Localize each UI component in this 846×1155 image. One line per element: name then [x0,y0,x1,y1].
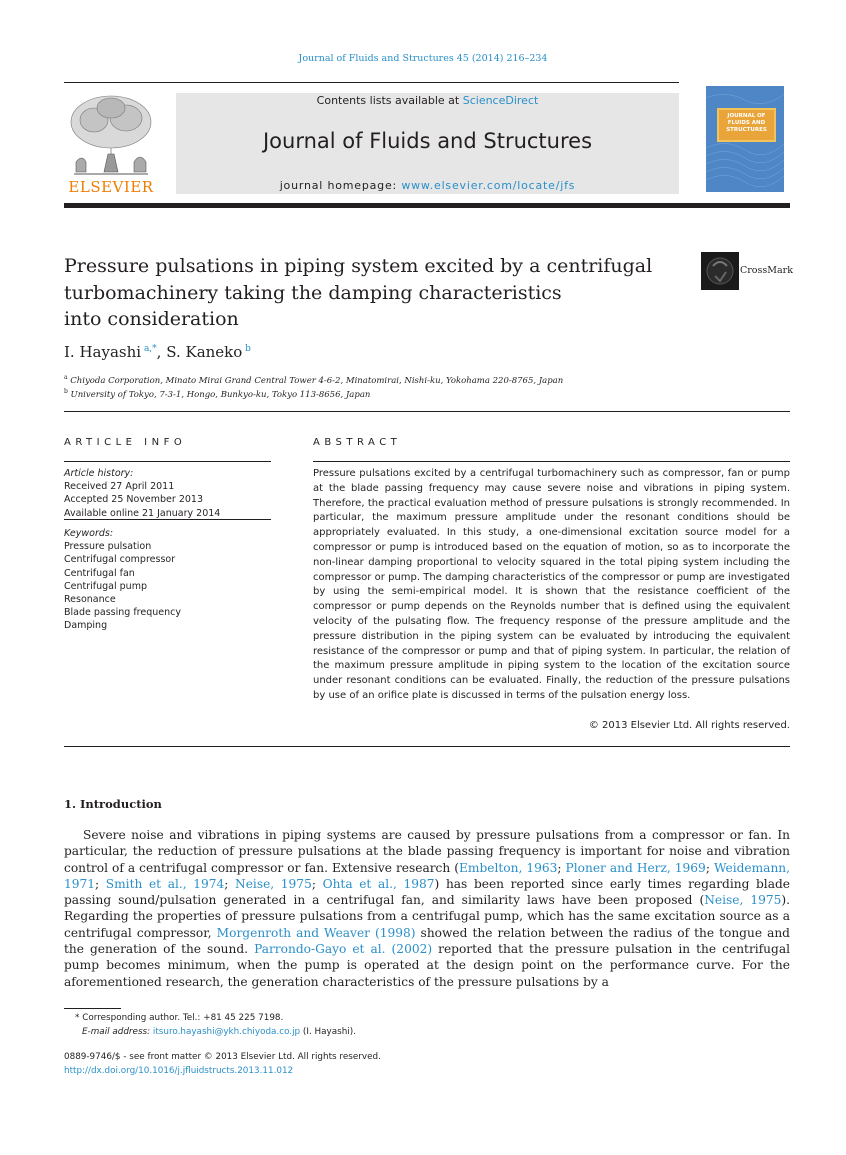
author-list [64,343,251,361]
article-info-rule [64,461,271,462]
crossmark-label[interactable]: CrossMark [740,265,793,276]
author-affiliation-marks[interactable]: b [245,344,251,354]
header-thick-rule [64,203,790,208]
journal-masthead [176,93,679,194]
body-text: Severe noise and vibrations in piping systems are caused by pressure pulsations from a compressor or fan. In particular, the reduction of pressure pulsations at the blade passing frequency is important for noise and vibration control of a centrifugal compressor or fan. Extensive research ( [64,828,790,875]
email-link[interactable]: itsuro.hayashi@ykh.chiyoda.co.jp [152,1027,301,1037]
citation-link[interactable]: Ploner and Herz, 1969 [565,860,706,875]
keyword: Centrifugal compressor [64,554,176,566]
article-title-line: Pressure pulsations in piping system excited by a centrifugal [64,255,653,277]
citation-link[interactable]: Parrondo-Gayo et al. (2002) [254,942,433,957]
body-text: showed the relation between the radius of the tongue and the generation of the sound. [64,925,790,957]
keyword: Pressure pulsation [64,541,152,553]
abstract-heading: ABSTRACT [313,437,402,448]
citation-link[interactable]: Weidemann, 1971 [64,860,791,891]
body-text: ; [705,860,714,875]
body-text: ) has been reported since early times regarding blade passing sound/pulsation generated in a centrifugal fan, and similarity laws have been proposed ( [64,876,790,908]
affiliation-a [64,374,563,386]
corresponding-author-footnote [75,1013,283,1023]
section-rule [64,411,790,412]
keywords-label: Keywords: [64,528,114,539]
body-text: ; [557,860,566,875]
citation-link[interactable]: Neise, 1975 [235,876,312,891]
sciencedirect-link[interactable]: ScienceDirect [462,94,539,107]
article-title [64,253,694,333]
homepage-link[interactable]: www.elsevier.com/locate/jfs [401,179,576,192]
accepted-date: Accepted 25 November 2013 [64,494,203,506]
abstract-rule [313,461,790,462]
keyword: Blade passing frequency [64,607,181,619]
elsevier-wordmark: ELSEVIER [68,178,154,196]
crossmark-icon[interactable] [701,252,739,290]
article-title-line: into consideration [64,308,239,330]
email-label: E-mail address: [82,1027,153,1037]
citation-link[interactable]: Smith et al., 1974 [105,876,225,891]
homepage-prefix: journal homepage: [279,179,402,192]
keywords-block [64,527,274,633]
article-title-line: turbomachinery taking the damping characteristics [64,281,562,304]
journal-cover-image[interactable] [706,86,784,192]
contents-line [176,93,679,107]
article-info-heading: ARTICLE INFO [64,437,187,448]
body-text: reported that the pressure pulsation in the centrifugal pump becomes minimum, when the pump is operated at the design point on the performance curve. For the aforementioned research, the generation characteristics of the pressure pulsations by a [64,942,790,989]
article-history [64,467,274,520]
affiliation-text: Chiyoda Corporation, Minato Mirai Grand Central Tower 4-6-2, Minatomirai, Nishi-ku, Yokohama 220-8765, Japan [70,375,564,386]
keyword: Centrifugal fan [64,567,135,579]
footnote-rule [64,1008,121,1009]
citation-link[interactable]: Ohta et al., 1987 [322,876,435,891]
email-suffix: (I. Hayashi). [300,1027,356,1037]
homepage-line [176,179,679,192]
body-text: ; [224,876,236,891]
journal-title: Journal of Fluids and Structures [262,129,593,153]
history-label: Article history: [64,468,134,479]
abstract-copyright: © 2013 Elsevier Ltd. All rights reserved. [588,720,790,731]
journal-citation-link[interactable]: Journal of Fluids and Structures 45 (2014) 216–234 [298,53,548,64]
section-heading-introduction: 1. Introduction [64,797,162,811]
issn-line: 0889-9746/$ - see front matter © 2013 Elsevier Ltd. All rights reserved. [64,1052,381,1062]
affiliation-text: University of Tokyo, 7-3-1, Hongo, Bunkyo-ku, Tokyo 113-8656, Japan [70,389,371,400]
keyword: Resonance [64,594,116,606]
author-affiliation-marks[interactable]: a,* [143,344,157,354]
introduction-paragraph [64,827,790,990]
affiliation-b [64,388,370,400]
body-text: ; [95,876,106,891]
citation-link[interactable]: Embelton, 1963 [459,860,558,875]
footnote-mark: * [75,1013,80,1023]
citation-link[interactable]: Morgenroth and Weaver (1998) [216,925,416,940]
citation-link[interactable]: Neise, 1975 [704,893,782,908]
article-info-rule [64,519,271,520]
keyword: Damping [64,620,108,632]
footnote-text: Corresponding author. Tel.: +81 45 225 7198. [79,1013,284,1023]
affiliation-mark: b [64,388,68,395]
online-date: Available online 21 January 2014 [64,507,221,519]
cover-title-label: JOURNAL OF FLUIDS AND STRUCTURES [717,108,776,142]
body-text: ; [311,876,323,891]
email-footnote [82,1027,356,1037]
doi-link[interactable]: http://dx.doi.org/10.1016/j.jfluidstructs.2013.11.012 [64,1066,294,1076]
author-name[interactable]: , S. Kaneko [156,343,243,361]
header-rule [64,82,679,83]
affiliation-mark: a [64,374,68,381]
author-name[interactable]: I. Hayashi [64,343,142,361]
body-text: ). Regarding the properties of pressure pulsations from a centrifugal pump, which has the same excitation source as a centrifugal compressor, [64,893,790,940]
keyword: Centrifugal pump [64,580,147,592]
contents-prefix: Contents lists available at [316,94,463,107]
received-date: Received 27 April 2011 [64,481,175,493]
section-rule [64,746,790,747]
abstract-body: Pressure pulsations excited by a centrifugal turbomachinery such as compressor, fan or pump at the blade passing frequency may cause severe noise and vibrations in piping system. Therefore, the practical evaluation method of pressure pulsations is strongly recommended. In particular, the maximum pressure amplitude under the resonant conditions should be appropriately evaluated. In this study, a one-dimensional excitation source model for a compressor or pump is introduced based on the equation of motion, so as to incorporate the non-linear damping proportional to velocity squared in the total piping system including the compressor or pump. The damping characteristics of the compressor or pump are investigated by using the semi-empirical model. It is shown that the resistance coefficient of the compressor or pump depends on the Reynolds number that is defined using the equivalent velocity of the pulsating flow. The frequency response of the pressure amplitude and the pressure distribution in the piping system can be evaluated by introducing the equivalent resistance of the compressor or pump and that of piping system. In particular, the relation of the maximum pressure amplitude in piping system to the location of the excitation source under resonant conditions can be evaluated. Finally, the reduction of the pressure pulsations by use of an orifice plate is discussed in terms of the pulsation energy loss. [313,468,790,701]
